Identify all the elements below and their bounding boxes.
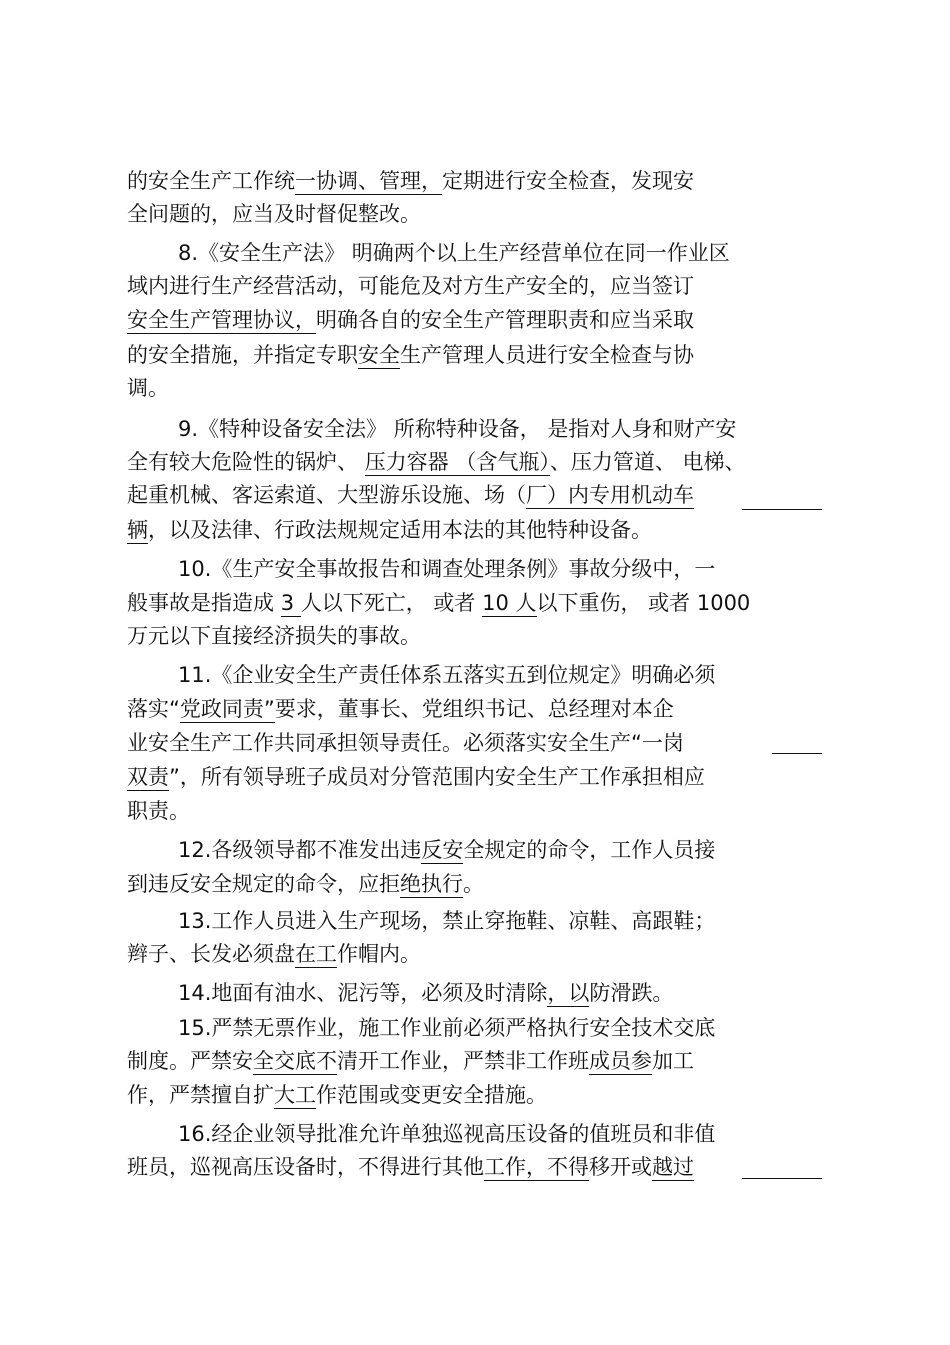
text-line: 万元以下直接经济损失的事故。 — [127, 624, 421, 648]
text-line: 15.严禁无票作业，施工作业前必须严格执行安全技术交底 — [178, 1016, 716, 1040]
text-line: 落实“党政同责”要求，董事长、党组织书记、总经理对本企 — [127, 697, 674, 721]
text-line: 的安全措施，并指定专职安全生产管理人员进行安全检查与协 — [127, 343, 694, 367]
fill-blank-line — [772, 753, 822, 754]
text-line: 作，严禁擅自扩大工作范围或变更安全措施。 — [127, 1083, 547, 1107]
text-line: 职责。 — [127, 799, 190, 823]
text-line: 辫子、长发必须盘在工作帽内。 — [127, 942, 421, 966]
text-line: 10.《生产安全事故报告和调查处理条例》事故分级中，一 — [178, 557, 716, 581]
text-line: 16.经企业领导批准允许单独巡视高压设备的值班员和非值 — [178, 1122, 716, 1146]
text-line: 全有较大危险性的锅炉、 压力容器 （含气瓶）、压力管道、 电梯、 — [127, 450, 746, 474]
text-line: 14.地面有油水、泥污等，必须及时清除，以防滑跌。 — [178, 981, 674, 1005]
text-line: 制度。严禁安全交底不清开工作业，严禁非工作班成员参加工 — [127, 1049, 694, 1073]
text-line: 班员，巡视高压设备时，不得进行其他工作，不得移开或越过 — [127, 1155, 694, 1179]
text-line: 11.《企业安全生产责任体系五落实五到位规定》明确必须 — [178, 663, 716, 687]
text-line: 13.工作人员进入生产现场，禁止穿拖鞋、凉鞋、高跟鞋； — [178, 909, 716, 933]
text-line: 8.《安全生产法》 明确两个以上生产经营单位在同一作业区 — [178, 241, 730, 265]
text-line: 般事故是指造成 3 人以下死亡， 或者 10 人以下重伤， 或者 1000 — [127, 591, 751, 615]
text-line: 全问题的，应当及时督促整改。 — [127, 202, 421, 226]
text-line: 调。 — [127, 376, 169, 400]
fill-blank-line — [742, 1178, 822, 1179]
text-line: 安全生产管理协议，明确各自的安全生产管理职责和应当采取 — [127, 308, 694, 332]
text-line: 业安全生产工作共同承担领导责任。必须落实安全生产“一岗 — [127, 731, 684, 755]
text-line: 域内进行生产经营活动，可能危及对方生产安全的，应当签订 — [127, 274, 694, 298]
text-line: 到违反安全规定的命令，应拒绝执行。 — [127, 872, 484, 896]
text-line: 12.各级领导都不准发出违反安全规定的命令，工作人员接 — [178, 838, 716, 862]
text-line: 9.《特种设备安全法》 所称特种设备， 是指对人身和财产安 — [178, 417, 737, 441]
text-line: 双责”，所有领导班子成员对分管范围内安全生产工作承担相应 — [127, 765, 705, 789]
text-line: 起重机械、客运索道、大型游乐设施、场（厂）内专用机动车 — [127, 483, 694, 507]
text-line: 辆，以及法律、行政法规规定适用本法的其他特种设备。 — [127, 518, 652, 542]
fill-blank-line — [742, 509, 822, 510]
text-line: 的安全生产工作统一协调、管理，定期进行安全检查，发现安 — [127, 169, 694, 193]
